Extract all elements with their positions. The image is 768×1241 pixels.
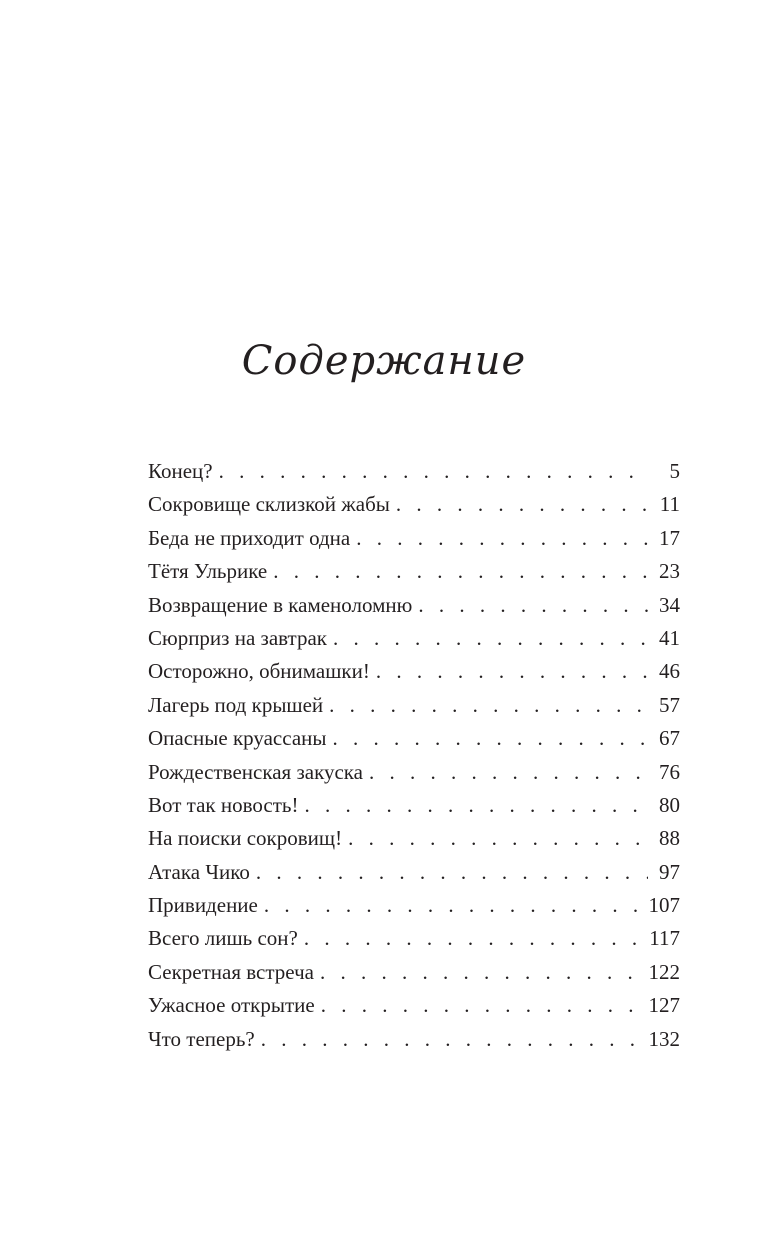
toc-entry-label: Привидение — [148, 893, 258, 918]
toc-entry-label: Атака Чико — [148, 859, 250, 884]
toc-entry-page: 132 — [648, 1026, 680, 1051]
toc-entry-label: Лагерь под крышей — [148, 692, 324, 717]
toc-leader-dots — [348, 822, 648, 855]
toc-entry-label: Ужасное открытие — [148, 993, 315, 1018]
toc-entry-label: Беда не приходит одна — [148, 525, 351, 550]
toc-entry-label: Тётя Ульрике — [148, 559, 268, 584]
toc-entry-label: Рождественская закуска — [148, 759, 364, 784]
toc-entry-label: Осторожно, обнимашки! — [148, 659, 370, 684]
toc-entry — [148, 789, 680, 822]
toc-entry-label: Сокровище склизкой жабы — [148, 492, 390, 517]
toc-leader-dots — [418, 589, 648, 622]
toc-entry-page: 80 — [659, 792, 680, 817]
toc-entry-page: 117 — [649, 926, 680, 951]
toc-entry-page: 127 — [648, 993, 680, 1018]
toc-entry-label: Что теперь? — [148, 1026, 255, 1051]
toc-entry-page: 67 — [659, 726, 680, 751]
toc-leader-dots — [256, 856, 648, 889]
toc-entry — [148, 956, 680, 989]
toc-entry-page: 107 — [648, 893, 680, 918]
toc-entry-page: 46 — [659, 659, 680, 684]
page-title: Содержание — [241, 338, 527, 384]
toc-entry-page: 88 — [659, 826, 680, 851]
toc-entry-label: Всего лишь сон? — [148, 926, 298, 951]
toc-leader-dots — [304, 922, 643, 955]
toc-entry-page: 97 — [659, 859, 680, 884]
table-of-contents — [148, 455, 680, 1056]
toc-leader-dots — [304, 789, 648, 822]
toc-entry — [148, 889, 680, 922]
toc-leader-dots — [333, 722, 649, 755]
toc-entry — [148, 555, 680, 588]
toc-entry-label: Секретная встреча — [148, 959, 314, 984]
toc-leader-dots — [320, 956, 643, 989]
toc-leader-dots — [321, 989, 643, 1022]
toc-entry-label: На поиски сокровищ! — [148, 826, 343, 851]
toc-leader-dots — [329, 689, 648, 722]
toc-leader-dots — [264, 889, 643, 922]
toc-entry — [148, 522, 680, 555]
toc-entry-label: Сюрприз на завтрак — [148, 625, 327, 650]
toc-entry-label: Возвращение в каменоломню — [148, 592, 413, 617]
toc-entry-label: Опасные круассаны — [148, 726, 327, 751]
toc-leader-dots — [356, 522, 648, 555]
toc-entry-page: 5 — [669, 459, 680, 483]
toc-entry — [148, 488, 680, 521]
toc-entry — [148, 989, 680, 1022]
toc-entry-page: 11 — [659, 492, 680, 517]
toc-entry — [148, 922, 680, 955]
toc-entry-label: Конец? — [148, 459, 213, 483]
toc-leader-dots — [333, 622, 648, 655]
toc-entry — [148, 756, 680, 789]
toc-entry — [148, 856, 680, 889]
toc-leader-dots — [376, 655, 648, 688]
toc-entry — [148, 622, 680, 655]
toc-entry — [148, 655, 680, 688]
toc-entry — [148, 455, 680, 488]
toc-entry — [148, 689, 680, 722]
toc-leader-dots — [261, 1023, 643, 1056]
toc-entry-page: 17 — [659, 525, 680, 550]
toc-entry — [148, 722, 680, 755]
toc-entry-page: 23 — [659, 559, 680, 584]
toc-entry-page: 122 — [648, 959, 680, 984]
toc-entry-page: 57 — [659, 692, 680, 717]
toc-entry — [148, 1023, 680, 1056]
toc-leader-dots — [369, 756, 648, 789]
toc-entry — [148, 589, 680, 622]
toc-entry — [148, 822, 680, 855]
toc-leader-dots — [273, 555, 648, 588]
toc-entry-page: 76 — [659, 759, 680, 784]
toc-leader-dots — [396, 488, 648, 521]
toc-leader-dots — [219, 455, 648, 488]
toc-entry-page: 34 — [659, 592, 680, 617]
toc-entry-label: Вот так новость! — [148, 792, 299, 817]
toc-entry-page: 41 — [659, 625, 680, 650]
